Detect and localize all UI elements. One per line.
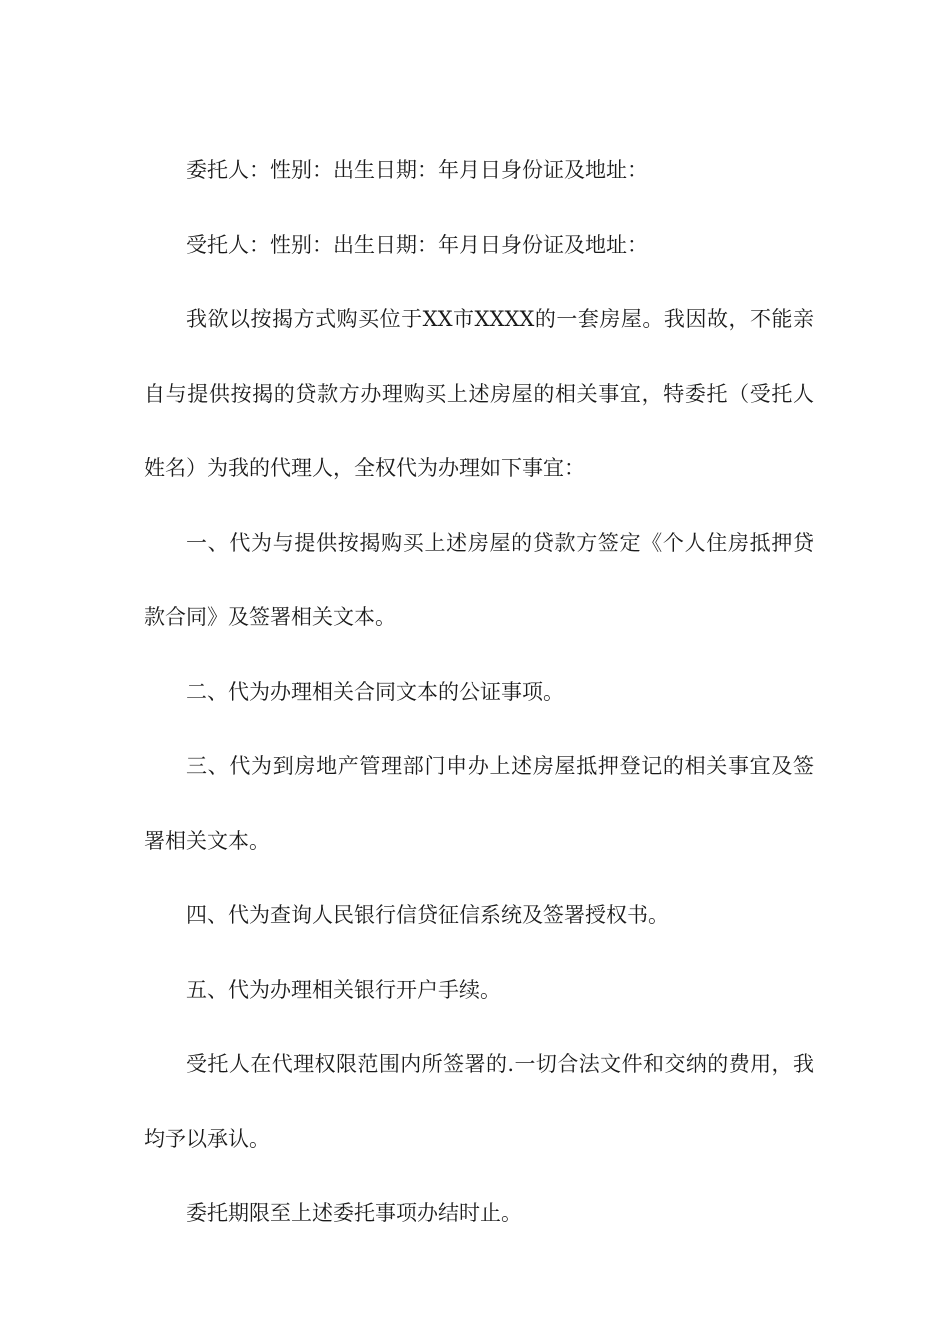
paragraph-term: 委托期限至上述委托事项办结时止。 <box>186 1201 522 1225</box>
paragraph-item-3: 三、代为到房地产管理部门申办上述房屋抵押登记的相关事宜及签署相关文本。 <box>144 754 814 853</box>
paragraph-item-1: 一、代为与提供按揭购买上述房屋的贷款方签定《个人住房抵押贷款合同》及签署相关文本。 <box>144 530 814 629</box>
paragraph-item-5: 五、代为办理相关银行开户手续。 <box>186 977 501 1002</box>
paragraph-acknowledgement: 受托人在代理权限范围内所签署的.一切合法文件和交纳的费用，我均予以承认。 <box>144 1052 814 1151</box>
paragraph-principal-info: 委托人：性别：出生日期：年月日身份证及地址： <box>186 158 648 182</box>
document-body <box>144 133 814 1251</box>
paragraph-item-4: 四、代为查询人民银行信贷征信系统及签署授权书。 <box>186 903 669 927</box>
paragraph-purpose: 我欲以按揭方式购买位于XX市XXXX的一套房屋。我因故，不能亲自与提供按揭的贷款方办理购买上述房屋的相关事宜，特委托（受托人姓名）为我的代理人，全权代为办理如下事宜： <box>144 307 814 480</box>
paragraph-agent-info: 受托人：性别：出生日期：年月日身份证及地址： <box>186 232 648 257</box>
paragraph-item-2: 二、代为办理相关合同文本的公证事项。 <box>186 679 564 704</box>
